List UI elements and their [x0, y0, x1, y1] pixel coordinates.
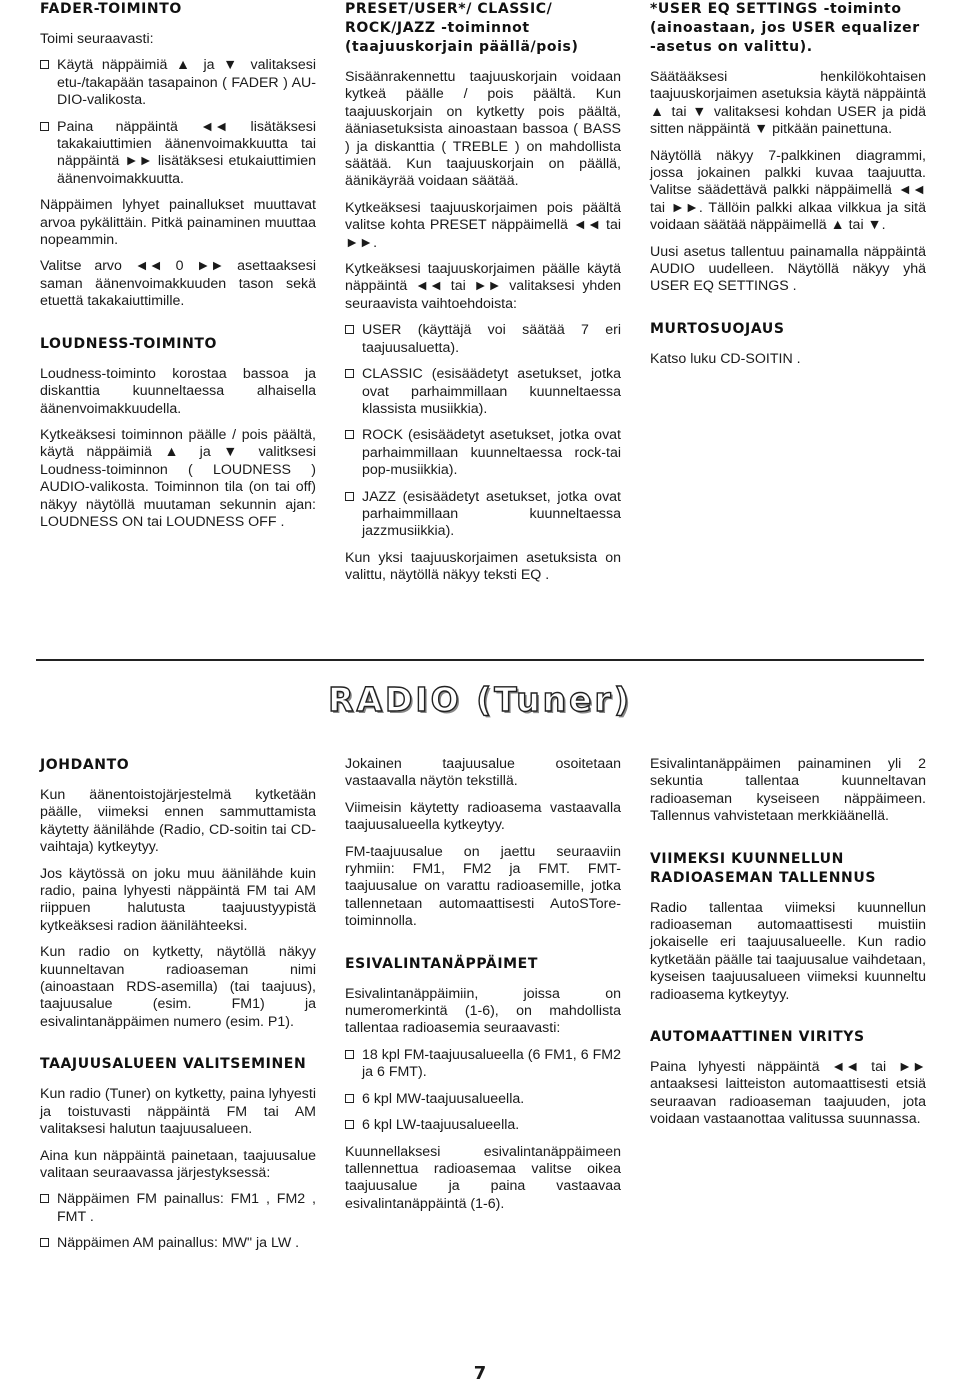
- johdanto-heading: JOHDANTO: [40, 757, 130, 773]
- paragraph: Näppäimen lyhyet painallukset muuttavat arvoa pykälittäin. Pitkä painaminen muuttaa nopeammin.: [40, 197, 316, 249]
- top-column-2: [345, 0, 621, 594]
- eq-options-list: [345, 322, 621, 540]
- paragraph: Näytöllä näkyy 7-palkkinen diagrammi, jossa jokainen palkki kuvaa taajuutta. Valitse säädettävä palkki näppäimellä ◄◄ tai ►►. Tällöin palkki alkaa vilkkua ja sitä voidaan säätää näppäimellä ▲ tai ▼.: [650, 147, 926, 234]
- preset-list: [345, 1047, 621, 1135]
- top-columns: [40, 0, 926, 594]
- list-item: Näppäimen AM painallus: MW" ja LW .: [40, 1235, 316, 1252]
- loudness-heading: LOUDNESS-TOIMINTO: [40, 335, 218, 352]
- paragraph: Sisäänrakennettu taajuuskorjain voidaan kytkeä päälle / pois päältä. Kun taajuuskorjain on kytketty pois päältä, ääniasetuksista ainoastaan bassoa ( BASS ) ja diskanttia ( TREBLE ) on mahdollista säätää. Kun taajuuskorjain on päällä, äänikäyrää voidaan säätää.: [345, 69, 621, 190]
- paragraph: Kytkeäksesi taajuuskorjaimen pois päältä valitse kohta PRESET näppäimellä ◄◄ tai ►►.: [345, 199, 621, 251]
- preset-heading: PRESET/USER*/ CLASSIC/ ROCK/JAZZ -toiminnot (taajuuskorjain päällä/pois): [345, 1, 579, 55]
- bottom-column-2: [345, 756, 621, 1262]
- paragraph: Kun radio on kytketty, näytöllä näkyy kuunneltavan radioaseman nimi (ainoastaan RDS-asemilla) (tai taajuus), taajuusalue (esim. FM1) ja esivalintanäppäimen numero (esim. P1).: [40, 944, 316, 1030]
- paragraph: FM-taajuusalue on jaettu seuraaviin ryhmiin: FM1, FM2 ja FMT. FMT-taajuusalue on varattu radioasemille, jotka tallennetaan automaattisesti AutoSTore-toiminnolla.: [345, 843, 621, 930]
- section-divider: [36, 659, 924, 661]
- fader-heading: FADER-TOIMINTO: [40, 1, 182, 17]
- list-item: Paina näppäintä ◄◄ lisätäksesi takakaiuttimien äänenvoimakkuutta tai näppäintä ►► lisätäksesi etukaiuttimien äänenvoimakkuutta.: [40, 119, 316, 189]
- paragraph: Esivalintanäppäimiin, joissa on numeromerkintä (1-6), on mahdollista tallentaa radioasemia seuraavasti:: [345, 985, 621, 1037]
- list-item: 6 kpl LW-taajuusalueella.: [345, 1117, 621, 1134]
- paragraph: Kun yksi taajuuskorjaimen asetuksista on valittu, näytöllä näkyy teksti EQ .: [345, 549, 621, 584]
- fader-intro: Toimi seuraavasti:: [40, 31, 154, 47]
- last-station-heading: VIIMEKSI KUUNNELLUN RADIOASEMAN TALLENNUS: [650, 850, 876, 886]
- paragraph: Esivalintanäppäimen painaminen yli 2 sekuntia tallentaa kuunneltavan radioaseman kyseiseen näppäimeen. Tallennus vahvistetaan merkkiäänellä.: [650, 756, 926, 825]
- page-number: 7: [473, 1363, 487, 1384]
- fader-list: [40, 57, 316, 188]
- band-select-heading: TAAJUUSALUEEN VALITSEMINEN: [40, 1056, 307, 1073]
- paragraph: Säätääksesi henkilökohtaisen taajuuskorjaimen asetuksia käytä näppäintä ▲ tai ▼ valitaksesi kohdan USER ja pidä sitten näppäintä ▼ pitkään painettuna.: [650, 69, 926, 138]
- user-eq-heading: *USER EQ SETTINGS -toiminto (ainoastaan, jos USER equalizer -asetus on valittu).: [650, 1, 920, 55]
- top-column-3: [650, 0, 926, 594]
- paragraph: Valitse arvo ◄◄ 0 ►► asettaaksesi saman äänenvoimakkuuden tason sekä etuettä takakaiuttimille.: [40, 258, 316, 310]
- paragraph: Loudness-toiminto korostaa bassoa ja diskanttia kuunneltaessa alhaisella äänenvoimakkuudella.: [40, 365, 316, 417]
- list-item: JAZZ (esisäädetyt asetukset, jotka ovat parhaimmillaan kuunneltaessa jazzmusiikkia).: [345, 489, 621, 541]
- preset-buttons-heading: ESIVALINTANÄPPÄIMET: [345, 955, 538, 972]
- paragraph: Kun radio (Tuner) on kytketty, paina lyhyesti ja toistuvasti näppäintä FM tai AM valitaksesi halutun taajuusalueen.: [40, 1086, 316, 1138]
- list-item: CLASSIC (esisäädetyt asetukset, jotka ovat parhaimmillaan kuunneltaessa klassista musiikkia).: [345, 366, 621, 418]
- list-item: 6 kpl MW-taajuusalueella.: [345, 1091, 621, 1108]
- list-item: Näppäimen FM painallus: FM1 , FM2 , FMT .: [40, 1191, 316, 1226]
- list-item: ROCK (esisäädetyt asetukset, jotka ovat parhaimmillaan kuunneltaessa rock-tai pop-musiikkia).: [345, 427, 621, 479]
- top-column-1: [40, 0, 316, 594]
- auto-tuning-heading: AUTOMAATTINEN VIRITYS: [650, 1029, 865, 1046]
- paragraph: Jokainen taajuusalue osoitetaan vastaavalla näytön tekstillä.: [345, 756, 621, 790]
- paragraph: Kun äänentoistojärjestelmä kytketään päälle, viimeksi ennen sammuttamista käytetty äänilähde (Radio, CD-soitin tai CD-vaihtaja) kytkeytyy.: [40, 787, 316, 856]
- paragraph: Uusi asetus tallentuu painamalla näppäintä AUDIO uudelleen. Näytöllä näkyy yhä USER EQ SETTINGS .: [650, 243, 926, 295]
- bottom-column-3: [650, 756, 926, 1262]
- paragraph: Aina kun näppäintä painetaan, taajuusalue valitaan seuraavassa järjestyksessä:: [40, 1147, 316, 1181]
- paragraph: Viimeisin käytetty radioasema vastaavalla taajuusalueella kytkeytyy.: [345, 799, 621, 834]
- list-item: USER (käyttäjä voi säätää 7 eri taajuusaluetta).: [345, 322, 621, 357]
- paragraph: Katso luku CD-SOITIN .: [650, 350, 801, 367]
- paragraph: Kytkeäksesi taajuuskorjaimen päälle käytä näppäintä ◄◄ tai ►► valitaksesi yhden seuraavista vaihtoehdoista:: [345, 261, 621, 312]
- paragraph: Kytkeäksesi toiminnon päälle / pois päältä, käytä näppäimiä ▲ ja ▼ valitksesi Loudness-toiminnon ( LOUDNESS ) AUDIO-valikosta. Toiminnon tila (on tai off) näkyy näytöllä muutaman sekunnin ajan: LOUDNESS ON tai LOUDNESS OFF .: [40, 426, 316, 530]
- bottom-columns: [40, 756, 926, 1262]
- list-item: Käytä näppäimiä ▲ ja ▼ valitaksesi etu-/takapään tasapainon ( FADER ) AU-DIO-valikosta.: [40, 57, 316, 109]
- paragraph: Radio tallentaa viimeksi kuunnellun radioaseman automaattisesti muistiin jokaiselle eri taajuusalueelle. Kun radio kytketään päälle tai taajuusalue vaihdetaan, kyseisen taajuusalueen viimeksi kuunneltu radioasema kytkeytyy.: [650, 899, 926, 1003]
- bottom-column-1: [40, 756, 316, 1262]
- band-list: [40, 1191, 316, 1252]
- paragraph: Paina lyhyesti näppäintä ◄◄ tai ►► antaaksesi laitteiston automaattisesti etsiä seuraavan radioaseman taajuuden, jota voidaan vastaanottaa valitussa suunnassa.: [650, 1059, 926, 1128]
- list-item: 18 kpl FM-taajuusalueella (6 FM1, 6 FM2 ja 6 FMT).: [345, 1047, 621, 1082]
- radio-section-title: RADIO (Tuner): [328, 680, 632, 719]
- paragraph: Jos käytössä on joku muu äänilähde kuin radio, paina lyhyesti näppäintä FM tai AM riippuen halutusta taajuustyypistä kytkeäksesi radion äänilähteeksi.: [40, 865, 316, 934]
- murtosuojaus-heading: MURTOSUOJAUS: [650, 320, 785, 337]
- paragraph: Kuunnellaksesi esivalintanäppäimeen tallennettua radioasemaa valitse oikea taajuusalue ja paina vastaavaa esivalintanäppäintä (1-6).: [345, 1143, 621, 1212]
